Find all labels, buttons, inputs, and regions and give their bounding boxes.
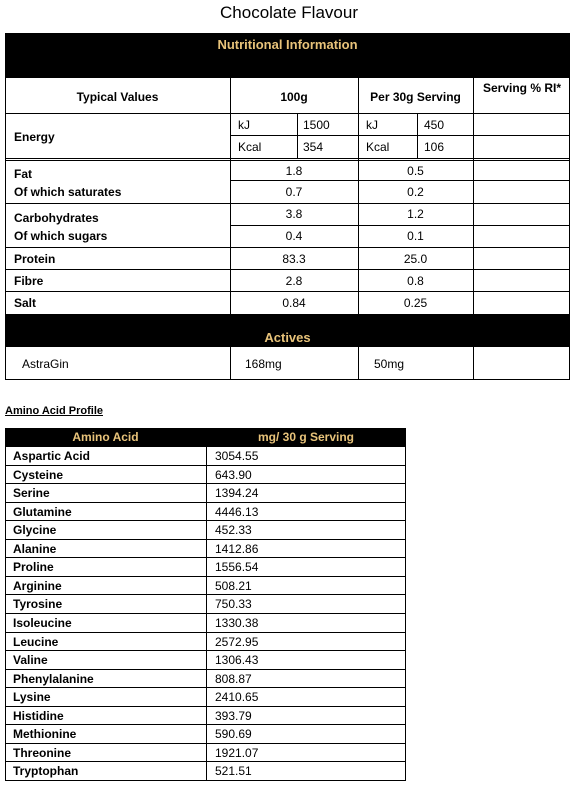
amino-acid-name: Histidine: [13, 708, 64, 723]
amino-acid-name: Phenylalanine: [13, 671, 94, 686]
amino-acid-name: Glycine: [13, 523, 57, 538]
carbohydrates-label: Carbohydrates: [14, 211, 99, 225]
nutrition-header-bar: [5, 33, 570, 78]
fibre-label: Fibre: [14, 274, 44, 288]
amino-acid-name: Serine: [13, 486, 50, 501]
col-per-serving: Per 30g Serving: [370, 90, 461, 104]
kcal-unit-100g: Kcal: [238, 140, 262, 154]
amino-col-value: mg/ 30 g Serving: [257, 430, 355, 444]
amino-acid-value: 1330.38: [215, 616, 259, 630]
amino-acid-value: 590.69: [215, 727, 252, 742]
table-row: [5, 521, 406, 540]
amino-acid-value: 1556.54: [215, 560, 259, 575]
table-row: [5, 707, 406, 726]
protein-100g: 83.3: [282, 252, 306, 266]
table-row: [5, 558, 406, 577]
amino-acid-name: Leucine: [13, 634, 59, 649]
amino-col-name: Amino Acid: [72, 430, 139, 444]
amino-acid-value: 808.87: [215, 671, 252, 686]
energy-label: Energy: [14, 130, 55, 144]
energy-kcal-100g: 354: [303, 140, 324, 154]
amino-header-bar: [5, 428, 406, 447]
kj-unit-100g: kJ: [238, 118, 250, 132]
table-row: [5, 651, 406, 670]
amino-acid-name: Cysteine: [13, 467, 64, 482]
amino-acid-value: 508.21: [215, 578, 252, 593]
amino-acid-name: Threonine: [13, 745, 72, 760]
amino-acid-value: 521.51: [215, 764, 252, 779]
table-row: [5, 447, 406, 466]
table-row: [5, 503, 406, 522]
amino-acid-name: Tryptophan: [13, 764, 79, 779]
energy-kcal-serving: 106: [424, 140, 445, 154]
amino-acid-name: Lysine: [13, 690, 51, 705]
saturates-100g: 0.7: [285, 185, 303, 199]
carbohydrates-100g: 3.8: [285, 207, 303, 221]
fat-100g: 1.8: [285, 164, 303, 178]
table-row: [5, 577, 406, 596]
protein-label: Protein: [14, 252, 56, 266]
table-row: [5, 466, 406, 485]
table-row: [5, 744, 406, 763]
actives-header-bar: [5, 315, 570, 347]
amino-acid-value: 452.33: [215, 523, 252, 538]
amino-acid-name: Tyrosine: [13, 597, 63, 612]
table-row: [5, 633, 406, 652]
col-typical-values: Typical Values: [76, 90, 159, 104]
amino-acid-value: 750.33: [215, 597, 252, 612]
amino-acid-name: Proline: [13, 560, 54, 575]
table-row: [5, 670, 406, 689]
amino-acid-name: Isoleucine: [13, 616, 72, 630]
amino-acid-name: Arginine: [13, 578, 62, 593]
salt-serving: 0.25: [403, 296, 428, 310]
sugars-label: Of which sugars: [14, 229, 108, 243]
amino-acid-name: Methionine: [13, 727, 77, 742]
table-row: [5, 595, 406, 614]
amino-acid-name: Glutamine: [13, 504, 72, 519]
salt-label: Salt: [14, 296, 37, 310]
fat-label: Fat: [14, 167, 32, 181]
saturates-label: Of which saturates: [14, 185, 122, 199]
amino-acid-value: 2410.65: [215, 690, 259, 705]
salt-100g: 0.84: [282, 296, 306, 310]
amino-acid-value: 643.90: [215, 467, 252, 482]
protein-serving: 25.0: [403, 252, 428, 266]
actives-100g: 168mg: [245, 357, 282, 371]
col-100g: 100g: [280, 90, 308, 104]
table-row: [5, 762, 406, 781]
amino-acid-name: Aspartic Acid: [13, 449, 90, 463]
actives-serving: 50mg: [374, 357, 405, 371]
amino-acid-value: 1394.24: [215, 486, 259, 501]
fat-serving: 0.5: [407, 164, 424, 178]
page-title: Chocolate Flavour: [220, 3, 358, 22]
energy-kj-serving: 450: [424, 118, 445, 132]
table-row: [5, 688, 406, 707]
actives-header: Actives: [264, 330, 311, 345]
amino-acid-value: 2572.95: [215, 634, 259, 649]
amino-acid-name: Alanine: [13, 541, 57, 556]
col-serving-ri: Serving % RI*: [482, 81, 562, 95]
amino-acid-value: 4446.13: [215, 504, 259, 519]
fibre-100g: 2.8: [285, 274, 303, 288]
kj-unit-serving: kJ: [366, 118, 378, 132]
amino-section-title: Amino Acid Profile: [5, 405, 103, 417]
saturates-serving: 0.2: [407, 185, 424, 199]
amino-acid-value: 393.79: [215, 708, 252, 723]
kcal-unit-serving: Kcal: [366, 140, 390, 154]
table-row: [5, 484, 406, 503]
sugars-100g: 0.4: [285, 229, 303, 243]
table-row: [5, 725, 406, 744]
fibre-serving: 0.8: [407, 274, 424, 288]
amino-acid-value: 1412.86: [215, 541, 259, 556]
amino-acid-value: 1921.07: [215, 745, 259, 760]
amino-acid-name: Valine: [13, 653, 48, 668]
amino-acid-value: 3054.55: [215, 449, 259, 463]
sugars-serving: 0.1: [407, 229, 424, 243]
table-row: [5, 540, 406, 559]
actives-name: AstraGin: [22, 357, 69, 371]
table-row: [5, 614, 406, 633]
amino-acid-value: 1306.43: [215, 653, 259, 668]
energy-kj-100g: 1500: [303, 118, 330, 132]
carbohydrates-serving: 1.2: [407, 207, 424, 221]
nutrition-header: Nutritional Information: [217, 37, 358, 52]
